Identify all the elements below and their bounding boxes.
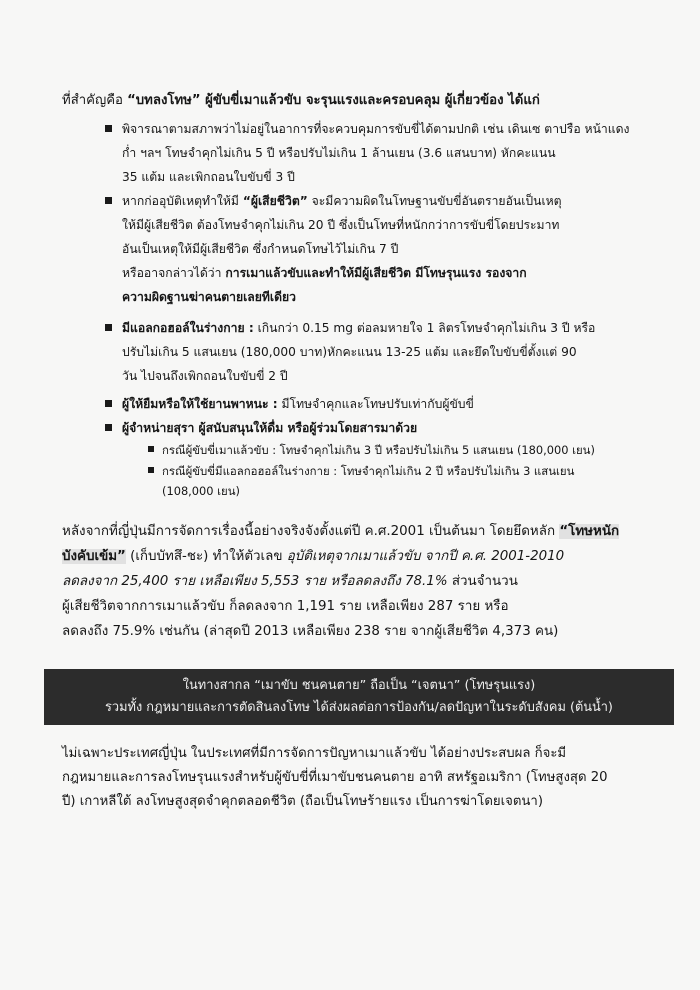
intro-bold-penalty: “บทลงโทษ” ผู้ขับขี่เมาแล้วขับ — [127, 93, 302, 108]
statistics-paragraph — [62, 519, 672, 644]
highlight-banner — [44, 669, 674, 725]
paragraph-text: (เก็บบัทสึ-ชะ) ทำให้ตัวเลข — [125, 549, 287, 564]
paragraph-italic-text: อุบัติเหตุจากเมาแล้วขับ จากปี ค.ศ. 2001-2010 — [286, 549, 565, 564]
bullet-line: อันเป็นเหตุให้มีผู้เสียชีวิต ซึ่งกำหนดโทษไว้ไม่เกิน 7 ปี — [122, 242, 399, 256]
bullet-text: จะมีความผิดในโทษฐานขับขี่อันตรายอันเป็นเหตุ — [307, 194, 562, 208]
bullet-line: ให้มีผู้เสียชีวิต ต้องโทษจำคุกไม่เกิน 20 ปี ซึ่งเป็นโทษที่หนักกว่าการขับขี่โดยประมาท — [122, 218, 560, 232]
bullet-text: มีโทษจำคุกและโทษปรับเท่ากับผู้ขับขี่ — [277, 397, 474, 411]
intro-text-start: ที่สำคัญคือ — [62, 93, 128, 108]
bullet-line: 35 แต้ม และเพิกถอนใบขับขี่ 3 ปี — [122, 170, 295, 184]
bullet-square-icon — [105, 197, 112, 204]
sub-bullet-drunk-driver — [162, 440, 682, 460]
sub-bullet-square-icon — [148, 446, 154, 452]
bullet-impaired-driving — [122, 117, 662, 189]
bullet-square-icon — [105, 400, 112, 407]
bullet-line: ผู้จำหน่ายสุรา ผู้สนับสนุนให้ดื่ม หรือผู้ร่วมโดยสารมาด้วย — [122, 421, 418, 435]
bullet-line: พิจารณาตามสภาพว่าไม่อยู่ในอาการที่จะควบคุมการขับขี่ได้ตามปกติ เช่น เดินเซ ตาปรือ หน้าแดง — [122, 122, 630, 136]
paragraph-line: ผู้เสียชีวิตจากการเมาแล้วขับ ก็ลดลงจาก 1,191 ราย เหลือเพียง 287 ราย หรือ — [62, 599, 509, 614]
paragraph-text: ส่วนจำนวน — [447, 574, 518, 589]
bullet-square-icon — [105, 324, 112, 331]
paragraph-line — [62, 569, 672, 594]
bullet-square-icon — [105, 424, 112, 431]
bullet-line — [122, 392, 662, 416]
sub-bullet-line: กรณีผู้ขับขี่มีแอลกอฮอล์ในร่างกาย : โทษจำคุกไม่เกิน 2 ปี หรือปรับไม่เกิน 3 แสนเยน — [162, 464, 575, 478]
bullet-line — [122, 316, 662, 340]
paragraph-line: กฎหมายและการลงโทษรุนแรงสำหรับผู้ขับขี่ที่เมาขับชนคนตาย อาทิ สหรัฐอเมริกา (โทษสูงสุด 20 — [62, 770, 608, 785]
bullet-text: หากก่ออุบัติเหตุทำให้มี — [122, 194, 243, 208]
paragraph-line: ปี) เกาหลีใต้ ลงโทษสูงสุดจำคุกตลอดชีวิต (ถือเป็นโทษร้ายแรง เป็นการฆ่าโดยเจตนา) — [62, 794, 543, 809]
bullet-vehicle-lender — [122, 392, 662, 416]
bullet-line: ความผิดฐานฆ่าคนตายเลยทีเดียว — [122, 290, 296, 304]
paragraph-text: หลังจากที่ญี่ปุ่นมีการจัดการเรื่องนี้อย่างจริงจังตั้งแต่ปี ค.ศ.2001 เป็นต้นมา โดยยึดหลัก — [62, 524, 560, 539]
international-paragraph — [62, 742, 672, 814]
sub-bullet-line: (108,000 เยน) — [162, 484, 240, 498]
sub-bullet-line: กรณีผู้ขับขี่เมาแล้วขับ : โทษจำคุกไม่เกิน 3 ปี หรือปรับไม่เกิน 5 แสนเยน (180,000 เยน) — [162, 443, 595, 457]
sub-bullet-alcohol-driver — [162, 461, 682, 501]
bullet-line — [122, 189, 662, 213]
paragraph-line — [62, 519, 672, 544]
bullet-bold-text: มีแอลกอฮอล์ในร่างกาย : — [122, 321, 254, 335]
bullet-line: ปรับไม่เกิน 5 แสนเยน (180,000 บาท)หักคะแนน 13-25 แต้ม และยึดใบขับขี่ตั้งแต่ 90 — [122, 345, 577, 359]
bullet-bold-text: การเมาแล้วขับและทำให้มีผู้เสียชีวิต มีโทษรุนแรง รองจาก — [225, 266, 527, 280]
banner-line: รวมทั้ง กฎหมายและการตัดสินลงโทษ ได้ส่งผลต่อการป้องกัน/ลดปัญหาในระดับสังคม (ต้นน้ำ) — [105, 700, 613, 715]
bullet-text: เกินกว่า 0.15 mg ต่อลมหายใจ 1 ลิตรโทษจำคุกไม่เกิน 3 ปี หรือ — [253, 321, 596, 335]
bullet-alcohol-in-body — [122, 316, 662, 388]
bullet-bold-text: “ผู้เสียชีวิต” — [242, 194, 308, 208]
sub-bullet-square-icon — [148, 467, 154, 473]
bullet-square-icon — [105, 125, 112, 132]
paragraph-line — [62, 544, 672, 569]
paragraph-line: ลดลงถึง 75.9% เช่นกัน (ล่าสุดปี 2013 เหลือเพียง 238 ราย จากผู้เสียชีวิต 4,373 คน) — [62, 624, 559, 639]
bullet-line: ก่ำ ฯลฯ โทษจำคุกไม่เกิน 5 ปี หรือปรับไม่เกิน 1 ล้านเยน (3.6 แสนบาท) หักคะแนน — [122, 146, 556, 160]
banner-line: ในทางสากล “เมาขับ ชนคนตาย” ถือเป็น “เจตนา” (โทษรุนแรง) — [182, 678, 536, 693]
bullet-fatality — [122, 189, 662, 309]
paragraph-bold-text: บังคับเข้ม” — [62, 549, 126, 564]
intro-text-rest: จะรุนแรงและครอบคลุม ผู้เกี่ยวข้อง ได้แก่ — [301, 93, 540, 108]
bullet-bold-text: ผู้ให้ยืมหรือให้ใช้ยานพาหนะ : — [122, 397, 278, 411]
bullet-alcohol-seller — [122, 416, 662, 440]
intro-paragraph — [62, 90, 662, 112]
paragraph-italic-text: ลดลงจาก 25,400 ราย เหลือเพียง 5,553 ราย หรือลดลงถึง 78.1% — [62, 574, 448, 589]
bullet-text: หรืออาจกล่าวได้ว่า — [122, 266, 226, 280]
bullet-line: วัน ไปจนถึงเพิกถอนใบขับขี่ 2 ปี — [122, 369, 288, 383]
paragraph-bold-text: “โทษหนัก — [559, 524, 620, 539]
paragraph-line: ไม่เฉพาะประเทศญี่ปุ่น ในประเทศที่มีการจัดการปัญหาเมาแล้วขับ ได้อย่างประสบผล ก็จะมี — [62, 746, 567, 761]
bullet-line — [122, 261, 662, 285]
